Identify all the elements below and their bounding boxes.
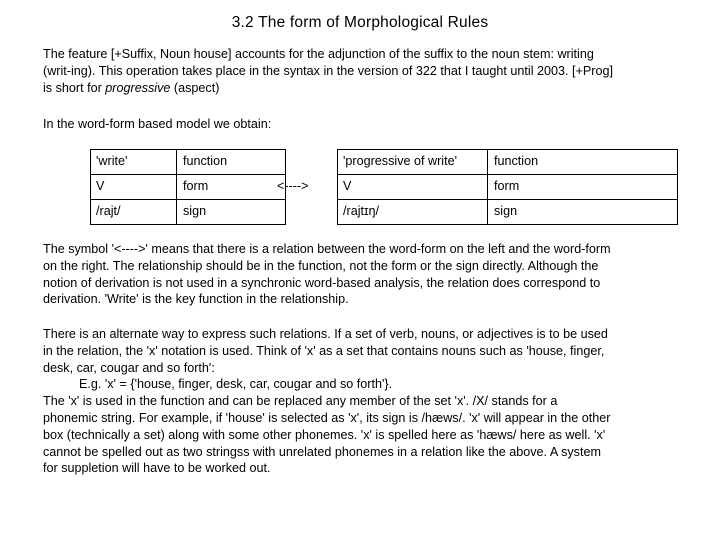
relation-arrow: <---->: [277, 179, 309, 193]
p1-italic-term: progressive: [105, 80, 171, 95]
left-cell-function-value: 'write': [96, 154, 128, 168]
left-box-border-row2: [90, 199, 286, 200]
p1-line-2: (writ-ing). This operation takes place in the syntax in the version of 322 that I taught until 2003. [+Prog]: [43, 63, 613, 78]
p4-line-5: The 'x' is used in the function and can be replaced any member of the set 'x'. /X/ stands for a: [43, 394, 558, 409]
p4-line-9: for suppletion will have to be worked out.: [43, 461, 271, 476]
paragraph-suffix-feature: [43, 46, 673, 96]
p1-line-3a: is short for: [43, 80, 106, 95]
paragraph-model-intro: In the word-form based model we obtain:: [43, 117, 272, 131]
p4-example-line: E.g. 'x' = {'house, finger, desk, car, cougar and so forth'}.: [79, 377, 393, 392]
p3-line-3: notion of derivation is not used in a synchronic word-based analysis, the relation does correspond to: [43, 275, 601, 290]
slide-title: 3.2 The form of Morphological Rules: [231, 14, 489, 31]
left-cell-sign-value: /rajt/: [96, 204, 121, 218]
right-box-border-row2: [337, 199, 678, 200]
p1-line-1: The feature [+Suffix, Noun house] accounts for the adjunction of the suffix to the noun stem: writing: [43, 47, 594, 61]
p4-line-2: in the relation, the 'x' notation is used. Think of 'x' as a set that contains nouns such as 'house, finger,: [43, 343, 605, 358]
right-box-border-bottom: [337, 224, 678, 225]
left-box-border-left: [90, 149, 91, 225]
right-box-border-mid: [487, 149, 488, 225]
right-box-border-left: [337, 149, 338, 225]
right-cell-function-value: 'progressive of write': [343, 154, 457, 168]
p3-line-4: derivation. 'Write' is the key function in the relationship.: [43, 292, 349, 307]
p4-line-1: There is an alternate way to express such relations. If a set of verb, nouns, or adjectives is to be used: [43, 327, 608, 341]
left-cell-form-label: form: [183, 179, 209, 193]
right-cell-function-label: function: [494, 154, 539, 168]
left-box-border-row1: [90, 174, 286, 175]
right-box-border-right: [677, 149, 678, 225]
left-box-border-mid: [176, 149, 177, 225]
right-cell-sign-label: sign: [494, 204, 518, 218]
right-cell-form-label: form: [494, 179, 520, 193]
right-box-border-row1: [337, 174, 678, 175]
right-cell-form-value: V: [343, 179, 352, 193]
paragraph-symbol-explanation: [43, 241, 673, 308]
word-form-relation-table: [90, 149, 680, 225]
left-box-border-top: [90, 149, 286, 150]
p4-line-6: phonemic string. For example, if 'house' is selected as 'x', its sign is /hæws/. 'x' will appear in the other: [43, 410, 611, 425]
paragraph-x-notation: [43, 326, 673, 477]
p4-line-7: box (technically a set) along with some other phonemes. 'x' is spelled here as 'hæws/ here as well. 'x': [43, 427, 606, 442]
p4-line-8: cannot be spelled out as two stringss with unrelated phonemes in a relation like the above. A system: [43, 444, 601, 459]
p1-line-3b: (aspect): [170, 80, 220, 95]
left-cell-function-label: function: [183, 154, 228, 168]
p4-line-3: desk, car, cougar and so forth':: [43, 360, 215, 375]
left-cell-sign-label: sign: [183, 204, 207, 218]
p3-line-2: on the right. The relationship should be in the function, not the form or the sign directly. Although the: [43, 258, 599, 273]
right-cell-sign-value: /rajtɪŋ/: [343, 204, 379, 218]
p3-line-1: The symbol '<---->' means that there is a relation between the word-form on the left and the word-form: [43, 242, 611, 256]
left-box-border-bottom: [90, 224, 286, 225]
left-cell-form-value: V: [96, 179, 105, 193]
right-box-border-top: [337, 149, 678, 150]
